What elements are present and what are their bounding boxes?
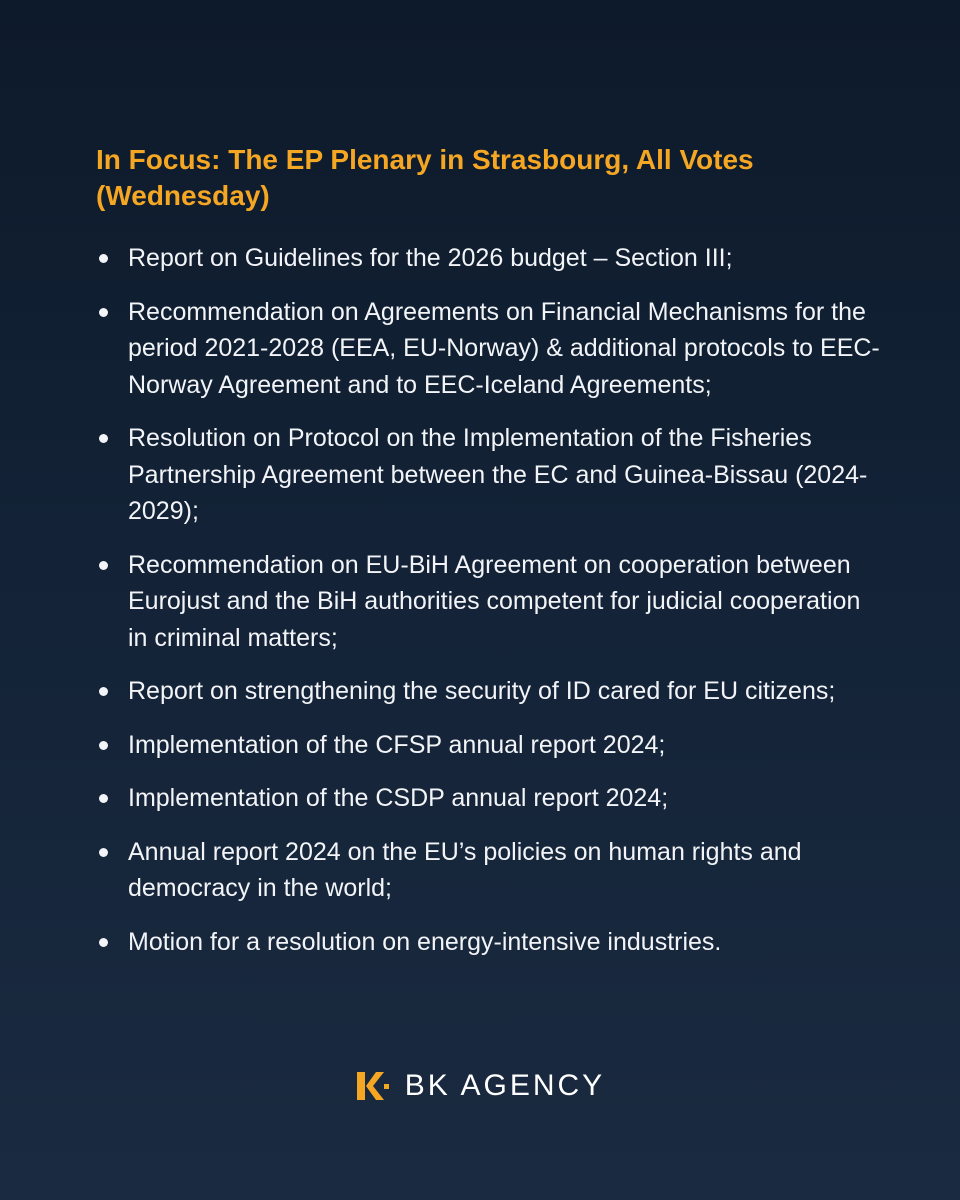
list-item-text: Implementation of the CSDP annual report 2024; [128,784,669,812]
bullet-icon [99,434,108,443]
bullet-icon [99,308,108,317]
list-item [96,673,886,710]
list-item-text: Report on Guidelines for the 2026 budget – Section III; [128,244,733,272]
list-item-text: Recommendation on Agreements on Financial Mechanisms for the period 2021-2028 (EEA, EU-Norway) & additional protocols to EEC-Norway Agreement and to EEC-Iceland Agreements; [128,297,880,399]
content-area [96,142,886,977]
list-item-text: Report on strengthening the security of ID cared for EU citizens; [128,677,836,705]
list-item [96,780,886,817]
bullet-icon [99,794,108,803]
list-item [96,834,886,907]
page-title: In Focus: The EP Plenary in Strasbourg, All Votes (Wednesday) [96,144,754,211]
list-item-text: Implementation of the CFSP annual report 2024; [128,730,666,759]
list-item-text: Resolution on Protocol on the Implementation of the Fisheries Partnership Agreement between the EC and Guinea-Bissau (2024-2029); [128,424,868,525]
bullet-icon [99,848,108,857]
bk-logo-icon [355,1069,389,1103]
list-item-text: Motion for a resolution on energy-intensive industries. [128,927,722,956]
brand-name: BK AGENCY [404,1069,606,1102]
list-item-text: Annual report 2024 on the EU’s policies on human rights and democracy in the world; [128,837,802,902]
list-item [96,547,886,657]
list-item-text: Recommendation on EU-BiH Agreement on cooperation between Eurojust and the BiH authorities competent for judicial cooperation in criminal matters; [128,550,861,652]
bullet-icon [99,938,108,947]
vote-list [96,240,886,960]
bullet-icon [99,254,108,263]
list-item [96,924,886,961]
list-item [96,420,886,530]
bullet-icon [99,741,108,750]
list-item [96,240,886,277]
bullet-icon [99,687,108,696]
list-item [96,294,886,404]
bullet-icon [99,561,108,570]
footer-brand [0,1062,960,1110]
list-item [96,727,886,764]
